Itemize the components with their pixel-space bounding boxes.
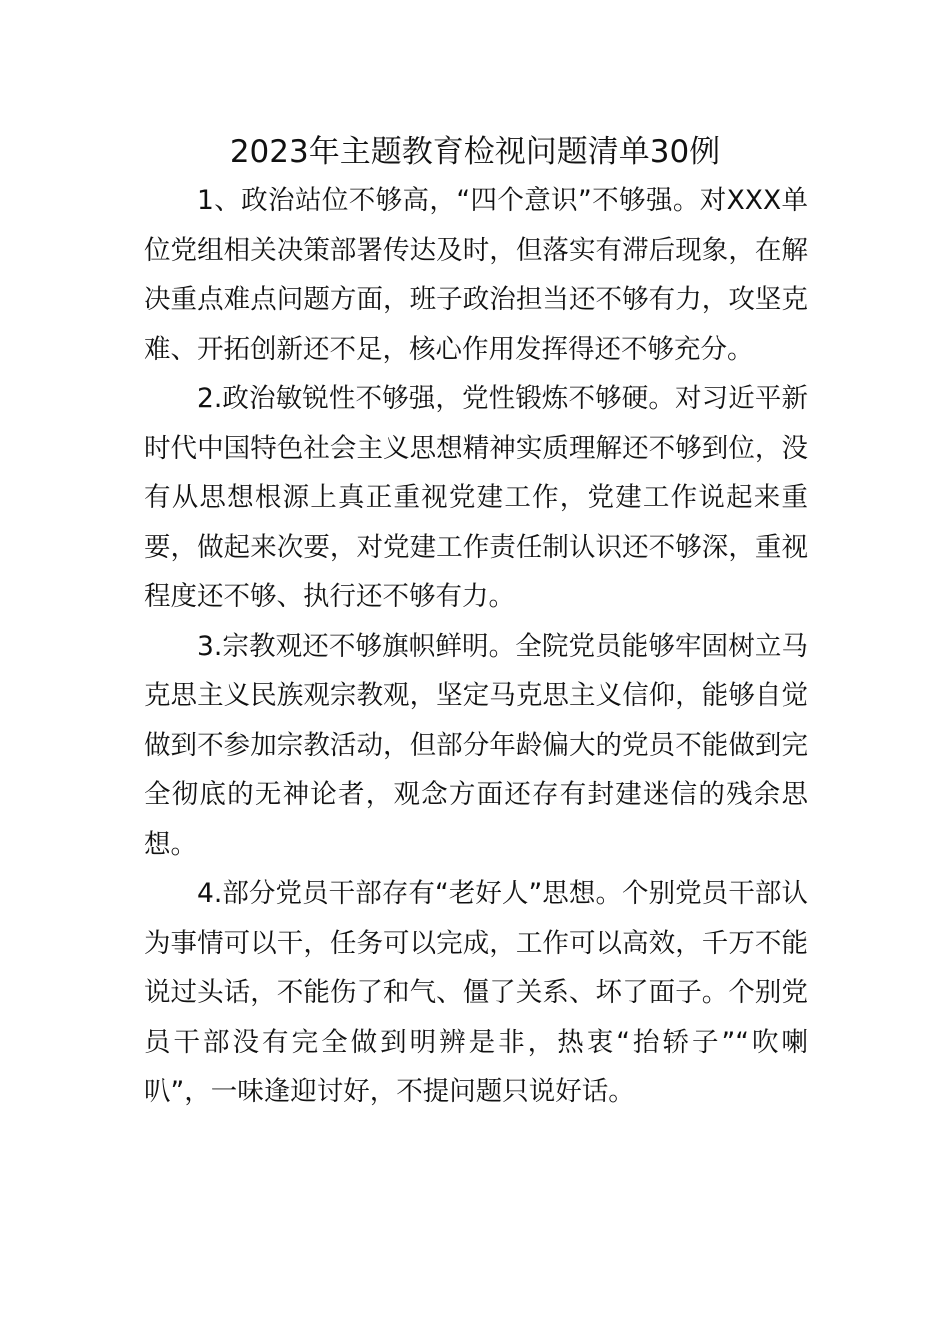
paragraph-4: 4.部分党员干部存有“老好人”思想。个别党员干部认为事情可以干，任务可以完成，工作可以高效，千万不能说过头话，不能伤了和气、僵了关系、坏了面子。个别党员干部没有完全做到明辨是非，热衷“抬轿子”“吹喇叭”，一味逢迎讨好，不提问题只说好话。 [144, 878, 808, 1107]
document-title: 2023年主题教育检视问题清单30例 [229, 134, 721, 170]
paragraph-2: 2.政治敏锐性不够强，党性锻炼不够硬。对习近平新时代中国特色社会主义思想精神实质理解还不够到位，没有从思想根源上真正重视党建工作，党建工作说起来重要，做起来次要，对党建工作责任制认识还不够深，重视程度还不够、执行还不够有力。 [144, 383, 808, 612]
paragraph-3: 3.宗教观还不够旗帜鲜明。全院党员能够牢固树立马克思主义民族观宗教观，坚定马克思主义信仰，能够自觉做到不参加宗教活动，但部分年龄偏大的党员不能做到完全彻底的无神论者，观念方面还存有封建迷信的残余思想。 [144, 630, 808, 860]
document-body [144, 176, 808, 1117]
paragraph-1: 1、政治站位不够高，“四个意识”不够强。对XXX单位党组相关决策部署传达及时，但落实有滞后现象，在解决重点难点问题方面，班子政治担当还不够有力，攻坚克难、开拓创新还不足，核心作用发挥得还不够充分。 [144, 185, 808, 365]
